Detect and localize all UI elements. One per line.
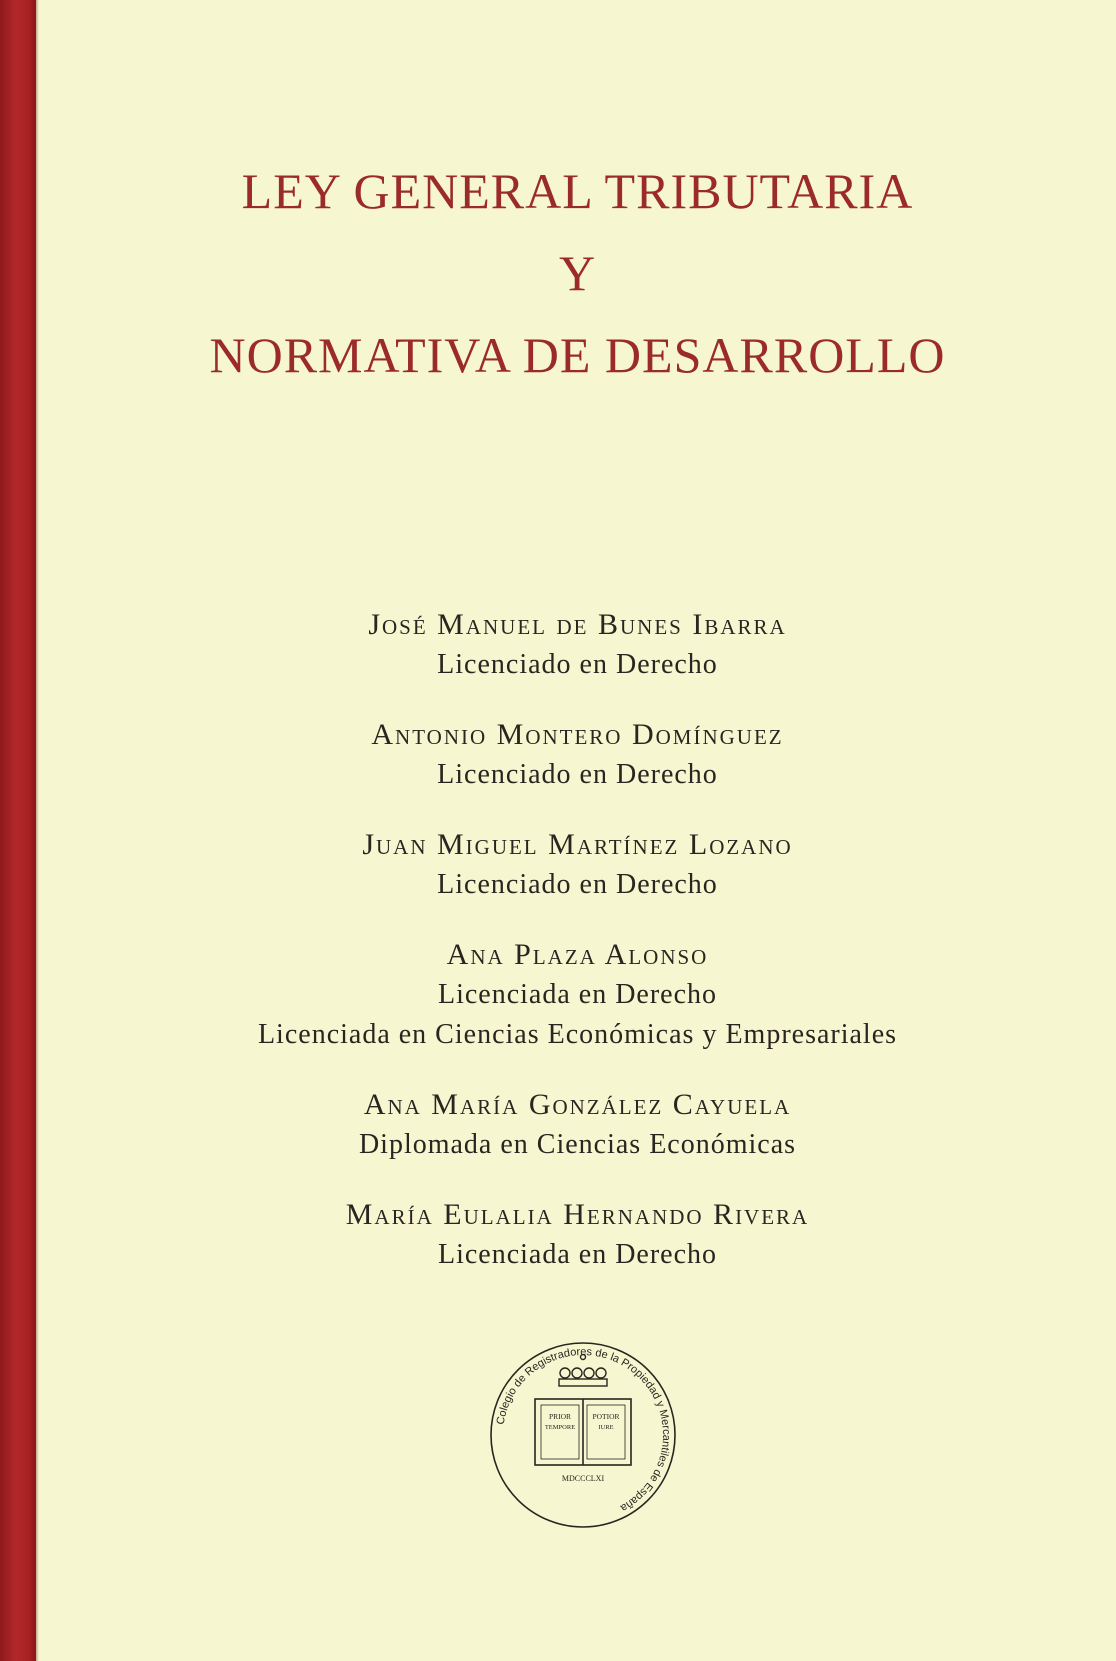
author-entry [39,935,1116,1055]
author-degree: Licenciado en Derecho [437,759,718,790]
book-title [39,150,1116,396]
author-entry [39,605,1116,685]
author-name: José Manuel de Bunes Ibarra [368,608,787,641]
author-name: Antonio Montero Domínguez [371,718,784,751]
seal-book-right-bottom: IURE [598,1424,614,1431]
author-degree: Licenciada en Ciencias Económicas y Empresariales [257,1019,898,1050]
author-name: Ana María González Cayuela [363,1088,792,1121]
author-degree: Licenciada en Derecho [437,979,718,1010]
author-degree: Licenciado en Derecho [437,649,718,680]
seal-book-left-bottom: TEMPORE [544,1424,576,1431]
author-entry [39,825,1116,905]
author-entry [39,1195,1116,1275]
author-entry [39,715,1116,795]
title-line-1: LEY GENERAL TRIBUTARIA [241,163,914,219]
author-degree: Licenciado en Derecho [437,869,718,900]
author-entry [39,1085,1116,1165]
seal-book-left-top: PRIOR [548,1412,572,1421]
registrars-seal [483,1335,683,1535]
author-name: Juan Miguel Martínez Lozano [362,828,793,861]
book-spine [0,0,36,1661]
author-degree: Diplomada en Ciencias Económicas [358,1129,797,1160]
open-book-icon [535,1399,631,1465]
book-cover [39,0,1116,1661]
seal-ring-text: Colegio de Registradores de la Propiedad y Mercantiles de España [494,1345,673,1514]
seal-book-right-top: POTIOR [592,1412,620,1421]
author-name: María Eulalia Hernando Rivera [345,1198,810,1231]
title-line-2: Y [558,245,597,301]
seal-year: MDCCCLXI [561,1474,605,1483]
author-degree: Licenciada en Derecho [437,1239,718,1270]
author-name: Ana Plaza Alonso [446,938,709,971]
author-list [39,605,1116,1305]
title-line-3: NORMATIVA DE DESARROLLO [209,327,946,383]
